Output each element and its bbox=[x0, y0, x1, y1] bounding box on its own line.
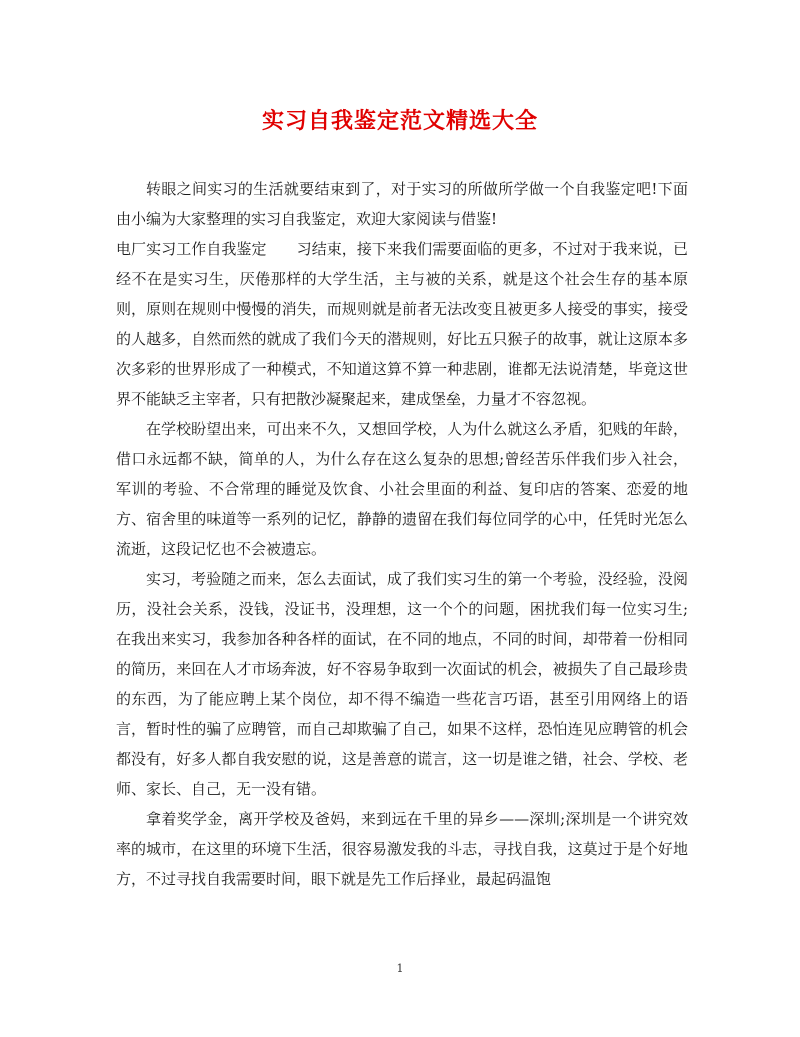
document-body bbox=[116, 174, 688, 894]
body-paragraph-3: 实习，考验随之而来，怎么去面试，成了我们实习生的第一个考验，没经验，没阅历，没社会关系，没钱，没证书，没理想，这一个个的问题，困扰我们每一位实习生;在我出来实习，我参加各种各样的面试，在不同的地点，不同的时间，却带着一份相同的简历，来回在人才市场奔波，好不容易争取到一次面试的机会，被损失了自己最珍贵的东西，为了能应聘上某个岗位，却不得不编造一些花言巧语，甚至引用网络上的语言，暂时性的骗了应聘管，而自己却欺骗了自己，如果不这样，恐怕连见应聘管的机会都没有，好多人都自我安慰的说，这是善意的谎言，这一切是谁之错，社会、学校、老师、家长、自己，无一没有错。 bbox=[116, 570, 688, 798]
body-paragraph-1: 电厂实习工作自我鉴定 习结束，接下来我们需要面临的更多，不过对于我来说，已经不在是实习生，厌倦那样的大学生活，主与被的关系，就是这个社会生存的基本原则，原则在规则中慢慢的消失，而规则就是前者无法改变且被更多人接受的事实，接受的人越多，自然而然的就成了我们今天的潜规则，好比五只猴子的故事，就让这原本多次多彩的世界形成了一种模式，不知道这算不算一种悲剧，谁都无法说清楚，毕竟这世界不能缺乏主宰者，只有把散沙凝聚起来，建成堡垒，力量才不容忽视。 bbox=[116, 240, 688, 408]
body-paragraph-2: 在学校盼望出来，可出来不久，又想回学校，人为什么就这么矛盾，犯贱的年龄，借口永远都不缺，简单的人，为什么存在这么复杂的思想;曾经苦乐伴我们步入社会，军训的考验、不合常理的睡觉及饮食、小社会里面的利益、复印店的答案、恋爱的地方、宿舍里的味道等一系列的记忆，静静的遗留在我们每位同学的心中，任凭时光怎么流逝，这段记忆也不会被遗忘。 bbox=[116, 420, 688, 558]
intro-paragraph: 转眼之间实习的生活就要结束到了，对于实习的所做所学做一个自我鉴定吧!下面由小编为大家整理的实习自我鉴定，欢迎大家阅读与借鉴! bbox=[116, 180, 688, 228]
document-title: 实习自我鉴定范文精选大全 bbox=[261, 108, 538, 134]
body-paragraph-4: 拿着奖学金，离开学校及爸妈，来到远在千里的异乡——深圳;深圳是一个讲究效率的城市，在这里的环境下生活，很容易激发我的斗志，寻找自我，这莫过于是个好地方，不过寻找自我需要时间，眼下就是先工作后择业，最起码温饱 bbox=[116, 810, 688, 888]
page-number: 1 bbox=[396, 962, 404, 975]
